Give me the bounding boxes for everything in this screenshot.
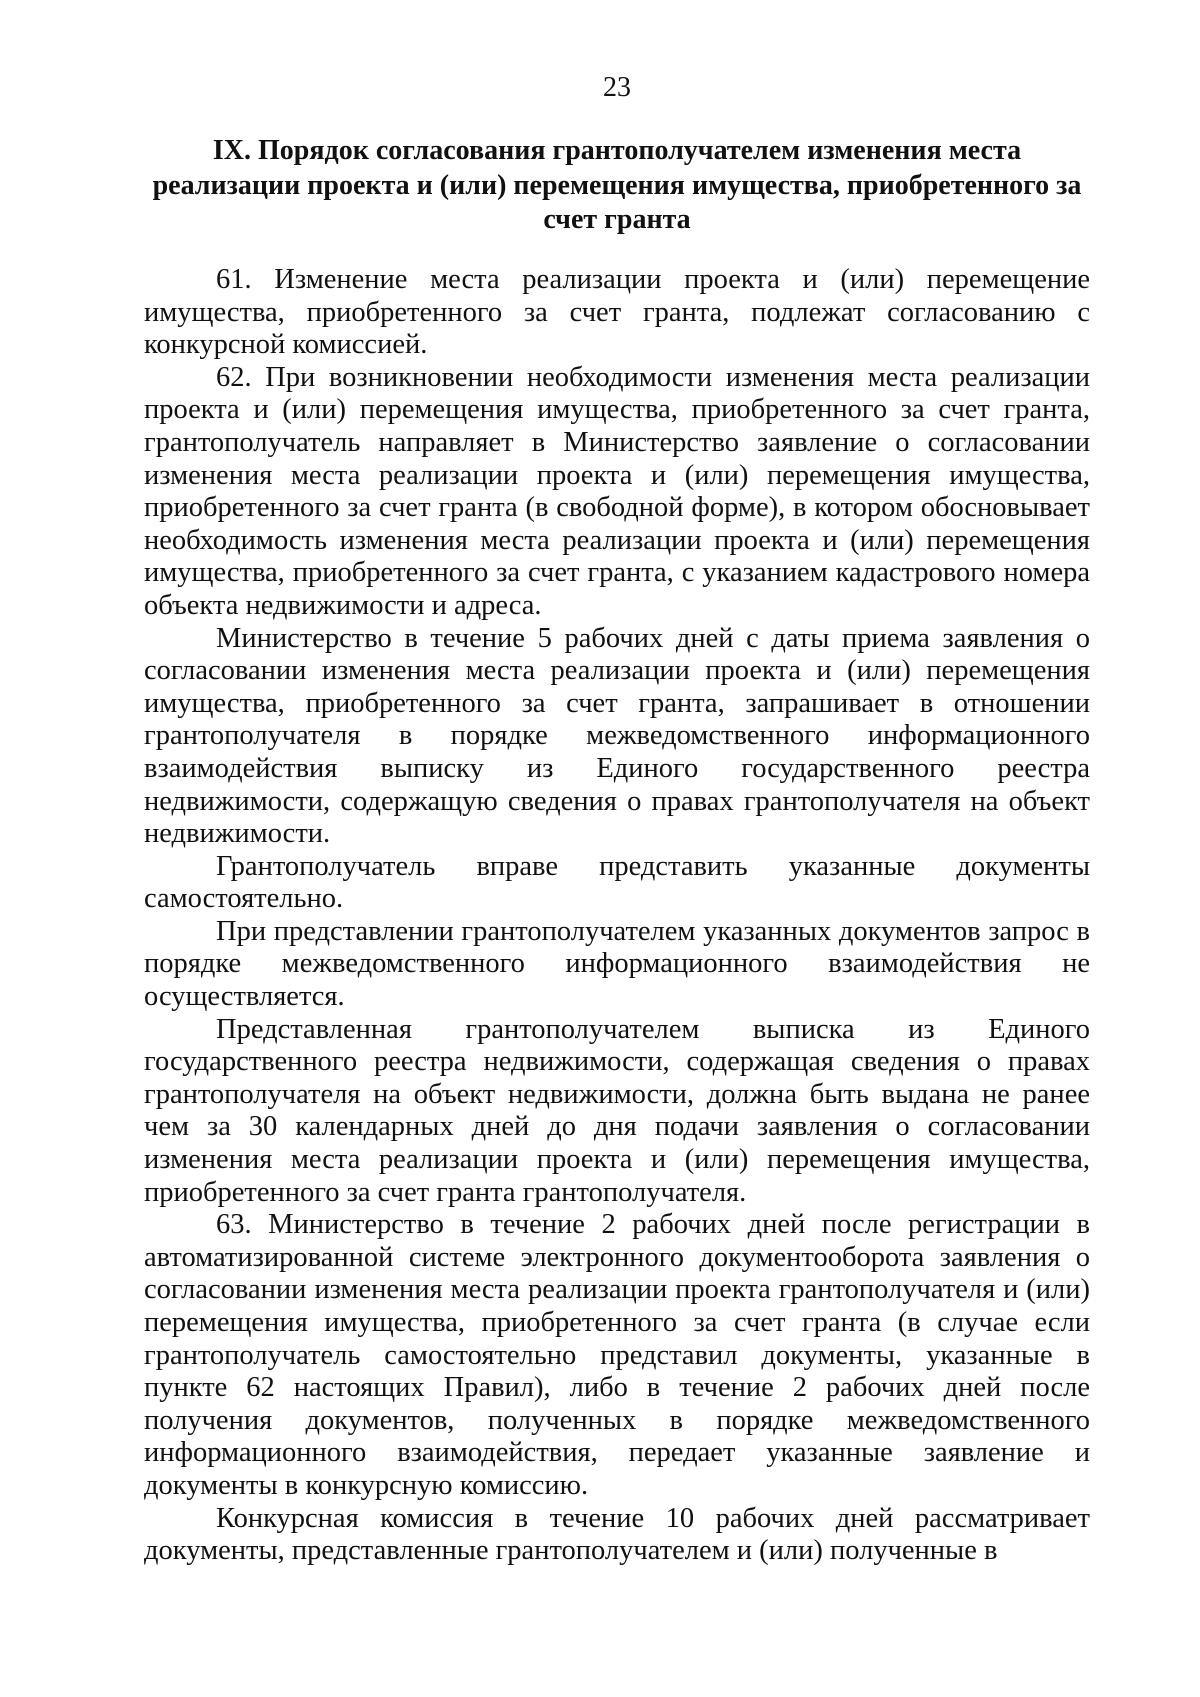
section-heading-line: реализации проекта и (или) перемещения имущества, приобретенного за [152, 169, 1082, 201]
section-heading-line: IX. Порядок согласования грантополучателем изменения места [212, 135, 1022, 166]
paragraph-63: 63. Министерство в течение 2 рабочих дней после регистрации в автоматизированной системе электронного документооборота заявления о согласовании изменения места реализации проекта грантополучателя и (или) перемещения имущества, приобретенного за счет гранта (в случае если грантополучатель самостоятельно представил документы, указанные в пункте 62 настоящих Правил), либо в течение 2 рабочих дней после получения документов, полученных в порядке межведомственного информационного взаимодействия, передает указанные заявление и документы в конкурсную комиссию. [144, 1209, 1090, 1501]
paragraph-61: 61. Изменение места реализации проекта и (или) перемещение имущества, приобретенного за счет гранта, подлежат согласованию с конкурсной комиссией. [144, 264, 1090, 361]
paragraph-no-request: При представлении грантополучателем указанных документов запрос в порядке межведомственного информационного взаимодействия не осуществляется. [144, 915, 1090, 1013]
section-heading [144, 134, 1090, 238]
paragraph-commission-review: Конкурсная комиссия в течение 10 рабочих дней рассматривает документы, представленные грантополучателем и (или) полученные в [144, 1502, 1090, 1567]
paragraph-grantee-right: Грантополучатель вправе представить указанные документы самостоятельно. [144, 850, 1090, 915]
paragraph-extract-validity: Представленная грантополучателем выписка из Единого государственного реестра недвижимости, содержащая сведения о правах грантополучателя на объект недвижимости, должна быть выдана не ранее чем за 30 календарных дней до дня подачи заявления о согласовании изменения места реализации проекта и (или) перемещения имущества, приобретенного за счет гранта грантополучателя. [144, 1013, 1090, 1208]
section-heading-line: счет гранта [543, 204, 691, 235]
paragraph-ministry-request: Министерство в течение 5 рабочих дней с даты приема заявления о согласовании изменения места реализации проекта и (или) перемещения имущества, приобретенного за счет гранта, запрашивает в отношении грантополучателя в порядке межведомственного информационного взаимодействия выписку из Единого государственного реестра недвижимости, содержащую сведения о правах грантополучателя на объект недвижимости. [144, 622, 1090, 850]
page-number: 23 [603, 72, 631, 103]
paragraph-62: 62. При возникновении необходимости изменения места реализации проекта и (или) перемещения имущества, приобретенного за счет гранта, грантополучатель направляет в Министерство заявление о согласовании изменения места реализации проекта и (или) перемещения имущества, приобретенного за счет гранта (в свободной форме), в котором обосновывает необходимость изменения места реализации проекта и (или) перемещения имущества, приобретенного за счет гранта, с указанием кадастрового номера объекта недвижимости и адреса. [144, 361, 1090, 621]
document-body [144, 264, 1090, 1568]
